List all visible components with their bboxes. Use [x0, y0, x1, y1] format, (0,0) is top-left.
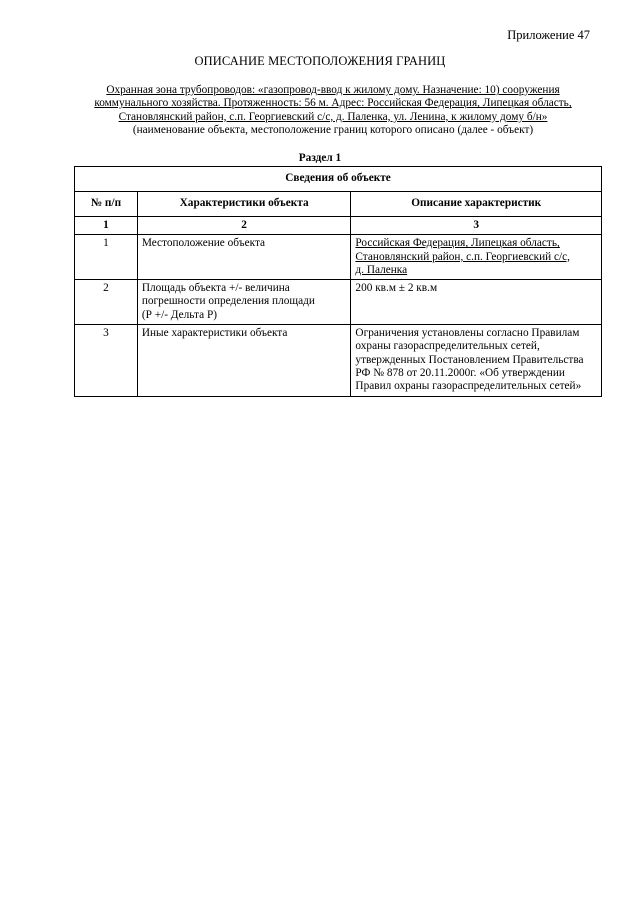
header-number: № п/п — [75, 192, 138, 217]
document-title: ОПИСАНИЕ МЕСТОПОЛОЖЕНИЯ ГРАНИЦ — [194, 54, 446, 68]
column-number: 3 — [351, 217, 602, 235]
row-number: 2 — [75, 280, 138, 325]
section-title: Раздел 1 — [298, 152, 342, 164]
table-row — [75, 325, 602, 396]
object-description — [74, 84, 592, 137]
row-description — [351, 235, 602, 280]
column-number-row — [75, 217, 602, 235]
column-number: 1 — [75, 217, 138, 235]
row-characteristic: Местоположение объекта — [137, 235, 351, 280]
name-line: (Р +/- Дельта Р) — [141, 308, 217, 321]
appendix-label: Приложение 47 — [507, 28, 590, 42]
desc-line: охраны газораспределительных сетей, — [355, 340, 540, 353]
row-number: 1 — [75, 235, 138, 280]
table-header-row — [75, 192, 602, 217]
object-info-table — [74, 166, 602, 397]
desc-line: д. Паленка — [355, 263, 408, 276]
object-note: (наименование объекта, местоположение границ которого описано (далее - объект) — [132, 123, 534, 136]
table-caption: Сведения об объекте — [75, 167, 602, 192]
table-row — [75, 280, 602, 325]
object-line-3: Становлянский район, с.п. Георгиевский с/с, д. Паленка, ул. Ленина, к жилому дому б/н» — [118, 110, 548, 123]
row-characteristic — [137, 280, 351, 325]
name-line: Площадь объекта +/- величина — [141, 282, 290, 295]
row-description — [351, 325, 602, 396]
header-characteristics: Характеристики объекта — [137, 192, 351, 217]
object-line-1: Охранная зона трубопроводов: «газопровод-ввод к жилому дому. Назначение: 10) сооружения — [106, 84, 560, 96]
row-characteristic: Иные характеристики объекта — [137, 325, 351, 396]
table-row — [75, 235, 602, 280]
row-description: 200 кв.м ± 2 кв.м — [351, 280, 602, 325]
desc-line: Правил охраны газораспределительных сетей» — [355, 380, 582, 393]
name-line: погрешности определения площади — [141, 295, 315, 308]
desc-line: Российская Федерация, Липецкая область, — [355, 237, 560, 250]
desc-line: Становлянский район, с.п. Георгиевский с/с, — [355, 250, 571, 263]
table-caption-row — [75, 167, 602, 192]
desc-line: Ограничения установлены согласно Правилам — [355, 327, 580, 340]
desc-line: РФ № 878 от 20.11.2000г. «Об утверждении — [355, 366, 565, 379]
row-number: 3 — [75, 325, 138, 396]
column-number: 2 — [137, 217, 351, 235]
header-description: Описание характеристик — [351, 192, 602, 217]
desc-line: утвержденных Постановлением Правительства — [355, 353, 584, 366]
object-line-2: коммунального хозяйства. Протяженность: 56 м. Адрес: Российская Федерация, Липецкая область, — [94, 97, 572, 110]
